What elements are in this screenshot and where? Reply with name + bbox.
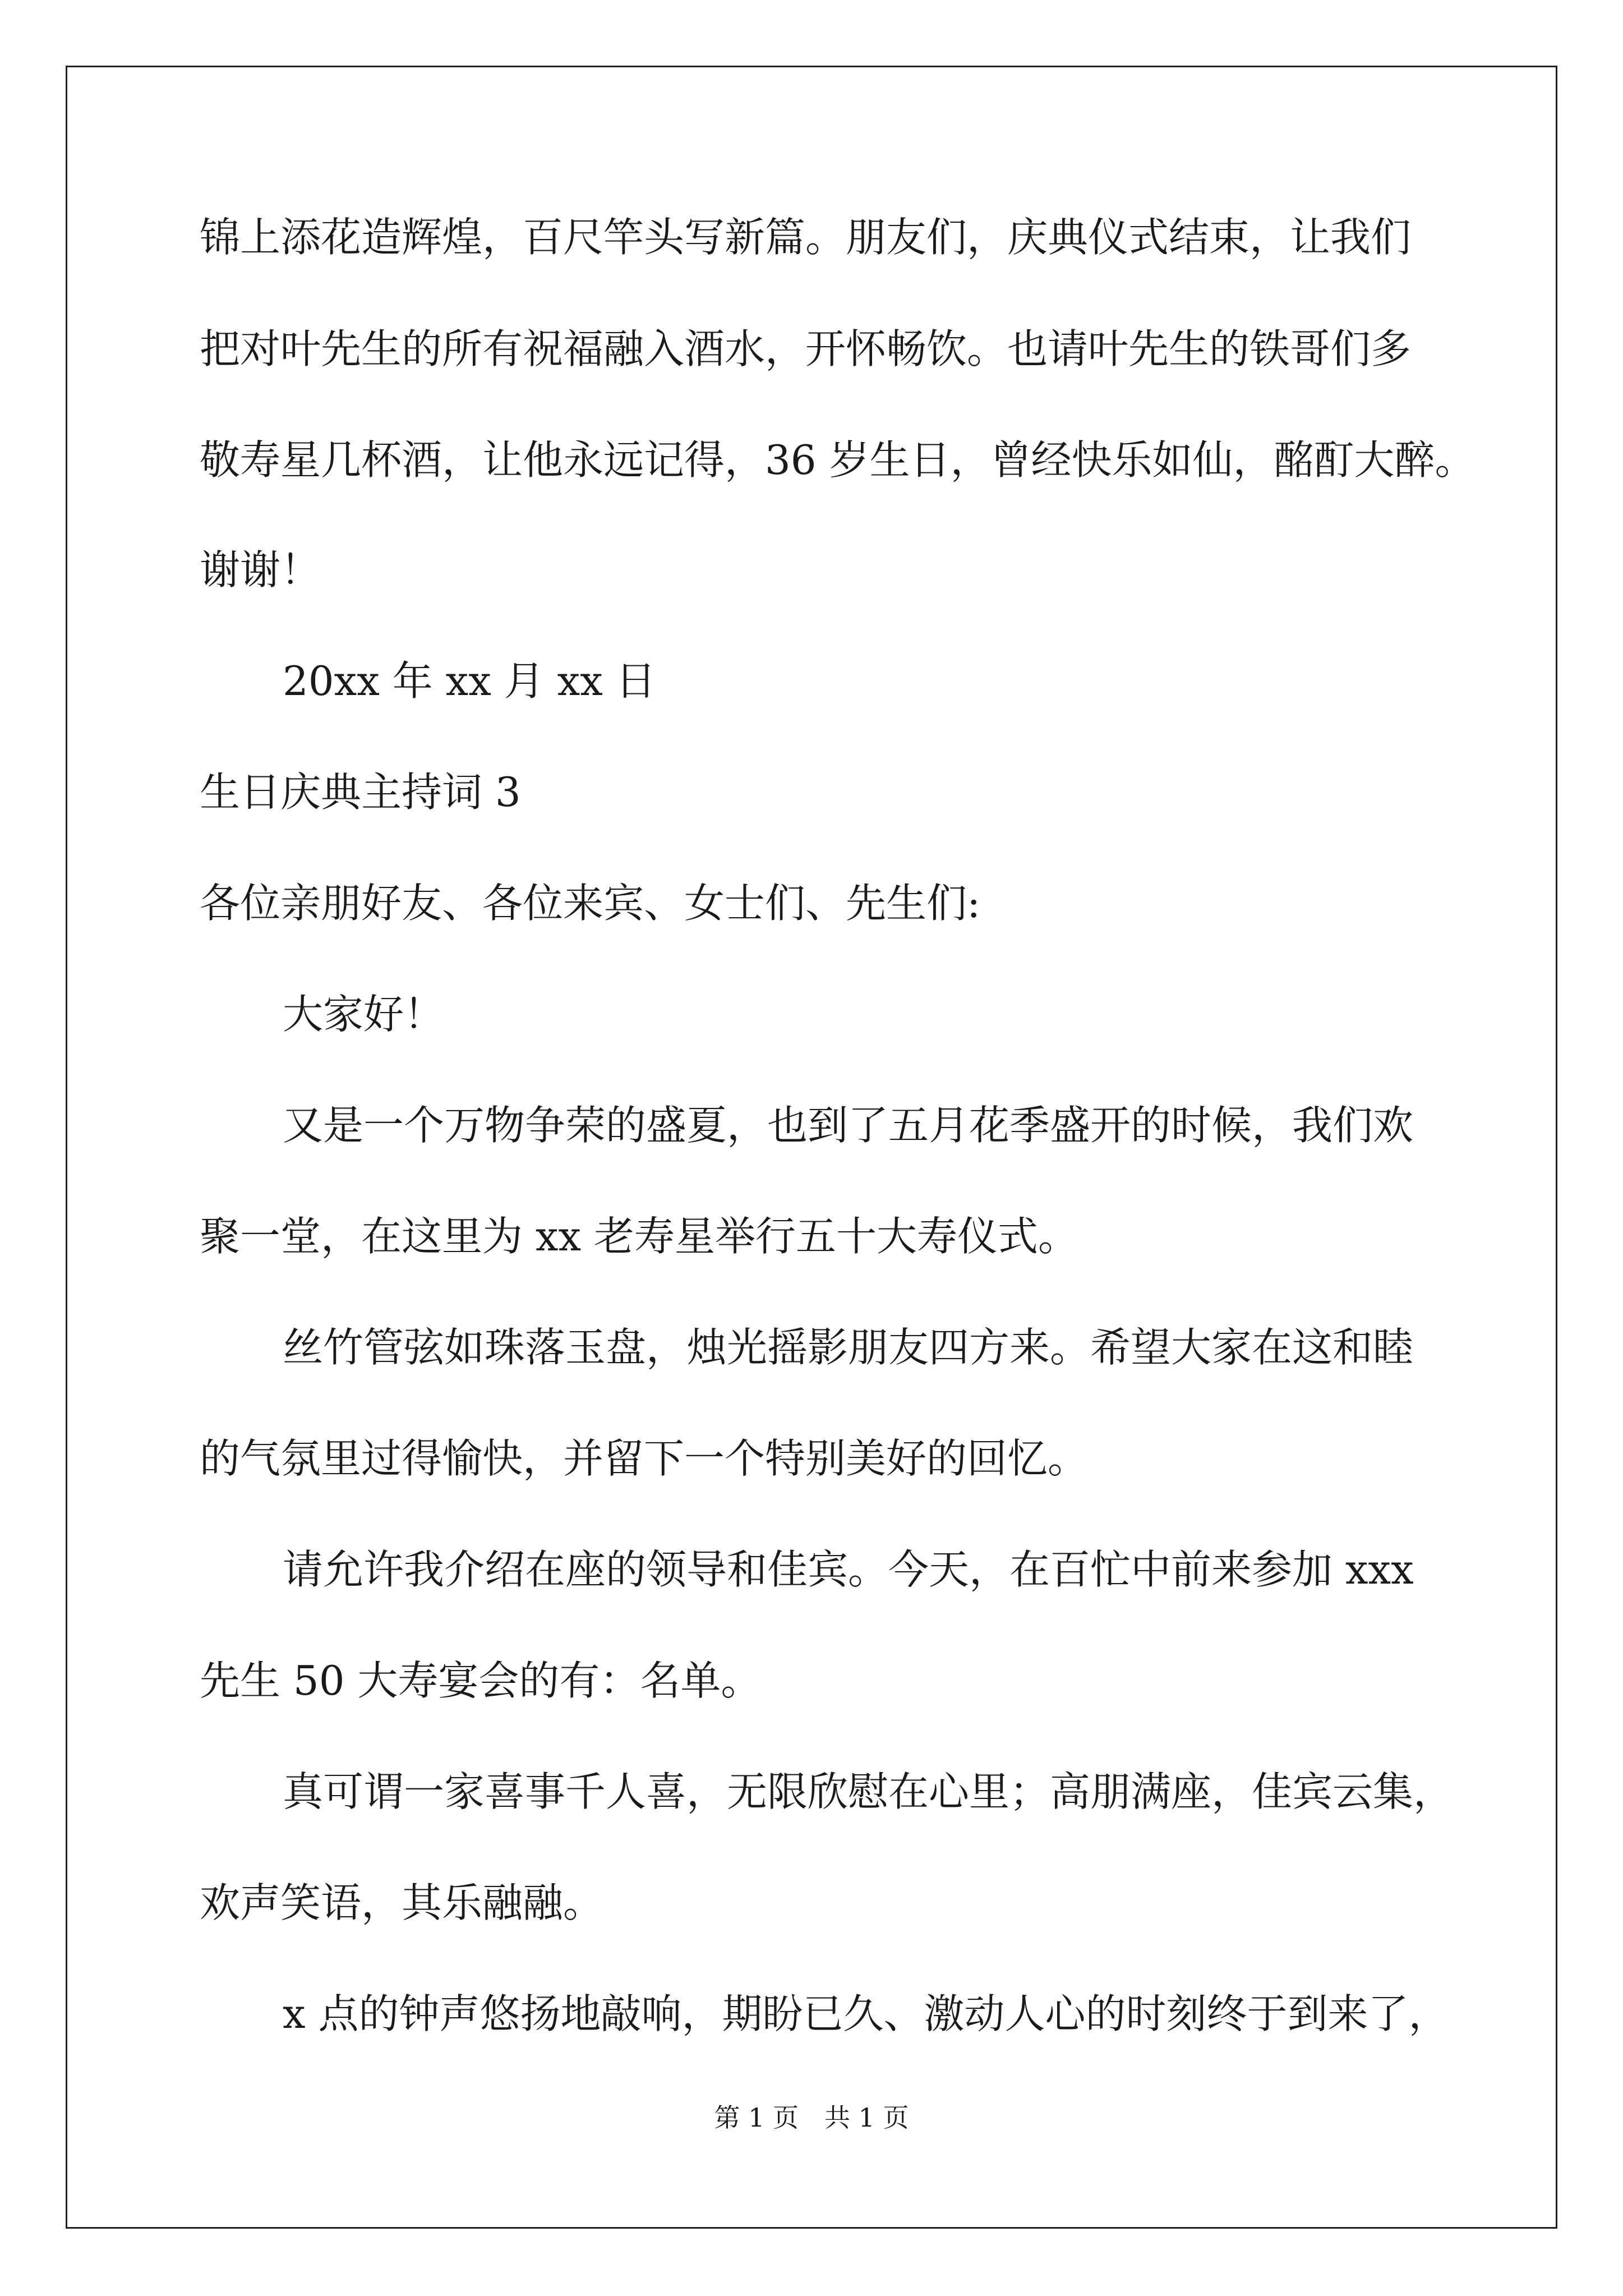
greeting-line: 大家好！ — [283, 991, 445, 1038]
paragraph-line: 敬寿星几杯酒，让他永远记得，36 岁生日，曾经快乐如仙，酩酊大醉。 — [200, 436, 1476, 484]
paragraph-line: 锦上添花造辉煌，百尺竿头写新篇。朋友们，庆典仪式结束，让我们 — [200, 214, 1412, 261]
page-number: 第 1 页 — [714, 2102, 799, 2133]
paragraph-line: 丝竹管弦如珠落玉盘，烛光摇影朋友四方来。希望大家在这和睦 — [283, 1324, 1414, 1371]
page-total: 共 1 页 — [824, 2102, 909, 2133]
paragraph-line: 先生 50 大寿宴会的有：名单。 — [200, 1657, 762, 1704]
date-line: 20xx 年 xx 月 xx 日 — [283, 657, 656, 705]
paragraph-line: 又是一个万物争荣的盛夏，也到了五月花季盛开的时候，我们欢 — [283, 1102, 1414, 1149]
paragraph-line: 聚一堂，在这里为 xx 老寿星举行五十大寿仪式。 — [200, 1213, 1078, 1260]
salutation-line: 各位亲朋好友、各位来宾、女士们、先生们: — [200, 880, 981, 927]
paragraph-line: 的气氛里过得愉快，并留下一个特别美好的回忆。 — [200, 1435, 1089, 1482]
paragraph-line: 请允许我介绍在座的领导和佳宾。今天，在百忙中前来参加 xxx — [283, 1546, 1414, 1593]
paragraph-line: 谢谢！ — [200, 546, 321, 593]
paragraph-line: x 点的钟声悠扬地敲响，期盼已久、激动人心的时刻终于到来了， — [283, 1990, 1449, 2037]
page-footer — [0, 2101, 1623, 2134]
paragraph-line: 欢声笑语，其乐融融。 — [200, 1879, 604, 1926]
paragraph-line: 把对叶先生的所有祝福融入酒水，开怀畅饮。也请叶先生的铁哥们多 — [200, 325, 1412, 372]
paragraph-line: 真可谓一家喜事千人喜，无限欣慰在心里；高朋满座，佳宾云集， — [283, 1768, 1454, 1815]
section-heading: 生日庆典主持词 3 — [200, 769, 521, 816]
